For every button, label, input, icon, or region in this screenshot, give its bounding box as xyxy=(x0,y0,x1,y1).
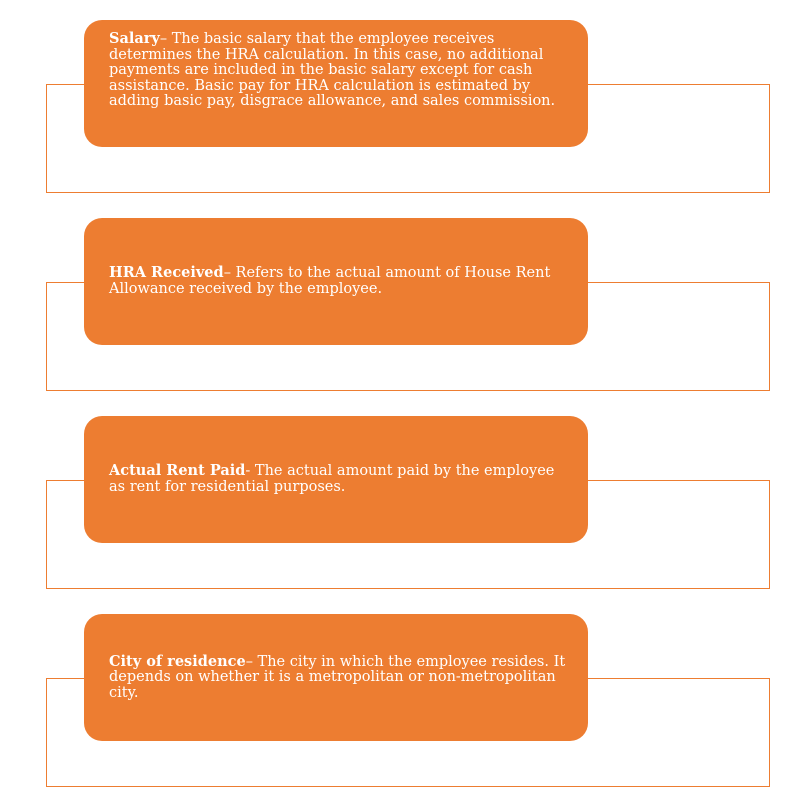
item-term: City of residence xyxy=(109,652,246,670)
item-block-hra-received xyxy=(0,218,805,416)
item-description: – The basic salary that the employee receives determines the HRA calculation. In this case, no additional payments are included in the basic salary except for cash assistance. Basic pay for HRA calculation is estimated by adding basic pay, disgrace allowance, and sales commission. xyxy=(109,31,556,110)
item-text xyxy=(109,31,566,110)
item-description: – The city in which the employee resides. It depends on whether it is a metropolitan or non-metropolitan city. xyxy=(109,653,566,701)
item-card xyxy=(84,416,588,543)
item-text xyxy=(109,463,566,495)
item-block-city-of-residence xyxy=(0,614,805,812)
item-term: Salary xyxy=(109,30,160,47)
item-card xyxy=(84,614,588,741)
item-card xyxy=(84,20,588,147)
item-card xyxy=(84,218,588,345)
item-text xyxy=(109,654,566,702)
item-block-salary xyxy=(0,20,805,218)
item-block-actual-rent-paid xyxy=(0,416,805,614)
item-description: - The actual amount paid by the employee as rent for residential purposes. xyxy=(109,463,555,495)
item-term: Actual Rent Paid xyxy=(109,462,246,480)
item-text xyxy=(109,265,566,297)
item-description: – Refers to the actual amount of House Rent Allowance received by the employee. xyxy=(109,265,551,297)
item-term: HRA Received xyxy=(109,264,224,282)
